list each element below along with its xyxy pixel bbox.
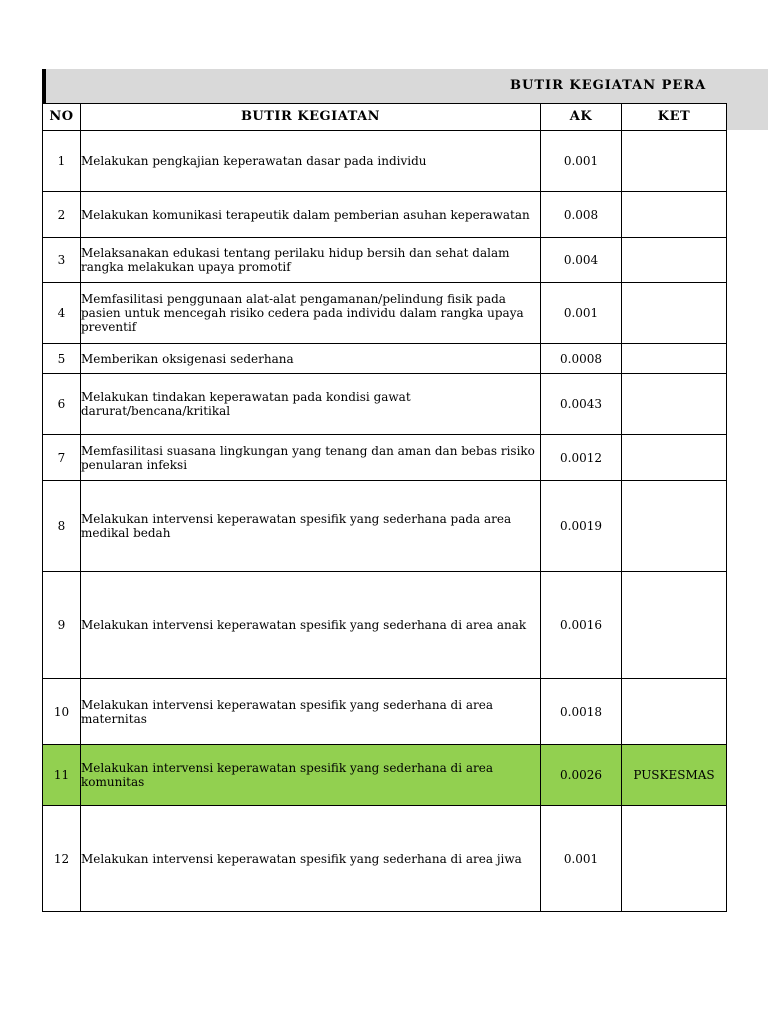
row-activity: Melakukan intervensi keperawatan spesifik yang sederhana di area anak [81,572,541,679]
row-ak: 0.0043 [541,374,622,435]
row-ak: 0.0019 [541,481,622,572]
row-activity: Melakukan pengkajian keperawatan dasar pada individu [81,131,541,192]
row-ket: PUSKESMAS [622,745,727,806]
table-row [43,572,727,679]
row-ak: 0.0016 [541,572,622,679]
row-ket [622,192,727,238]
row-ket [622,238,727,283]
row-activity: Melaksanakan edukasi tentang perilaku hidup bersih dan sehat dalam rangka melakukan upaya promotif [81,238,541,283]
row-ket [622,481,727,572]
row-ak: 0.008 [541,192,622,238]
table-row [43,283,727,344]
row-ak: 0.0026 [541,745,622,806]
table-row [43,344,727,374]
row-activity: Melakukan intervensi keperawatan spesifik yang sederhana di area jiwa [81,806,541,912]
row-ket [622,131,727,192]
row-no: 2 [43,192,81,238]
row-no: 7 [43,435,81,481]
row-activity: Memfasilitasi suasana lingkungan yang tenang dan aman dan bebas risiko penularan infeksi [81,435,541,481]
row-ket [622,283,727,344]
sheet-title: BUTIR KEGIATAN PERA [510,78,707,93]
table-row [43,131,727,192]
header-ak: AK [541,104,622,131]
row-ak: 0.0018 [541,679,622,745]
row-no: 8 [43,481,81,572]
table-row [43,374,727,435]
row-ket [622,435,727,481]
table-row-highlighted [43,745,727,806]
row-ket [622,679,727,745]
table-row [43,435,727,481]
row-ket [622,572,727,679]
row-activity: Memberikan oksigenasi sederhana [81,344,541,374]
row-activity: Memfasilitasi penggunaan alat-alat pengamanan/pelindung fisik pada pasien untuk mencegah risiko cedera pada individu dalam rangka upaya preventif [81,283,541,344]
row-ak: 0.001 [541,806,622,912]
row-no: 1 [43,131,81,192]
header-no: NO [43,104,81,131]
row-activity: Melakukan tindakan keperawatan pada kondisi gawat darurat/bencana/kritikal [81,374,541,435]
row-ket [622,806,727,912]
activity-table [42,103,727,912]
row-activity: Melakukan intervensi keperawatan spesifik yang sederhana di area maternitas [81,679,541,745]
row-activity: Melakukan intervensi keperawatan spesifik yang sederhana pada area medikal bedah [81,481,541,572]
row-no: 10 [43,679,81,745]
header-activity: BUTIR KEGIATAN [81,104,541,131]
table-row [43,806,727,912]
row-no: 6 [43,374,81,435]
table-row [43,481,727,572]
table-row [43,238,727,283]
row-activity: Melakukan intervensi keperawatan spesifik yang sederhana di area komunitas [81,745,541,806]
row-no: 11 [43,745,81,806]
row-ket [622,374,727,435]
row-ket [622,344,727,374]
row-no: 3 [43,238,81,283]
table-header-row [43,104,727,131]
row-no: 12 [43,806,81,912]
table-row [43,192,727,238]
row-ak: 0.004 [541,238,622,283]
row-activity: Melakukan komunikasi terapeutik dalam pemberian asuhan keperawatan [81,192,541,238]
row-no: 9 [43,572,81,679]
row-no: 4 [43,283,81,344]
row-ak: 0.0008 [541,344,622,374]
row-ak: 0.0012 [541,435,622,481]
row-no: 5 [43,344,81,374]
row-ak: 0.001 [541,283,622,344]
table-row [43,679,727,745]
header-ket: KET [622,104,727,131]
row-ak: 0.001 [541,131,622,192]
